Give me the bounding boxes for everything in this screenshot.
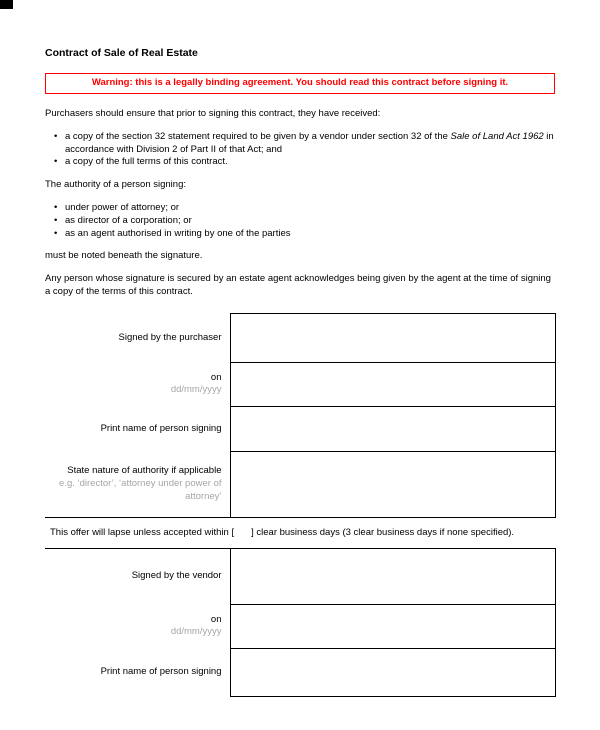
list-item	[45, 131, 555, 157]
list-item	[45, 202, 555, 215]
received-item-text-post: in accordance with Division 2 of Part II of that Act; and	[65, 130, 554, 155]
list-item	[45, 228, 555, 241]
table-row	[45, 406, 555, 451]
purchaser-signature-box[interactable]	[230, 313, 555, 362]
lapse-text-pre: This offer will lapse unless accepted within [	[50, 526, 235, 538]
received-item-text-pre: a copy of the section 32 statement required to be given by a vendor under section 32 of the	[65, 130, 451, 142]
authority-nature-label-cell	[45, 451, 230, 517]
agent-acknowledgement: Any person whose signature is secured by an estate agent acknowledges being given by the agent at the time of signing a copy of the terms of this contract.	[45, 273, 551, 298]
received-item-section32	[65, 131, 555, 157]
table-row	[45, 362, 555, 406]
purchaser-print-name-box[interactable]	[230, 406, 555, 451]
authority-nature-hint: e.g. ‘director’, ‘attorney under power of attorney’	[59, 477, 222, 502]
received-list	[45, 131, 555, 169]
act-name-italic: Sale of Land Act 1962	[450, 130, 544, 142]
warning-banner	[45, 73, 555, 94]
table-row	[45, 313, 555, 362]
list-item	[45, 156, 555, 169]
purchaser-date-label-cell	[45, 362, 230, 406]
bullet-icon: •	[54, 156, 58, 168]
purchaser-date-placeholder: dd/mm/yyyy	[170, 384, 222, 396]
page-title: Contract of Sale of Real Estate	[45, 47, 198, 59]
purchaser-date-box[interactable]	[230, 362, 555, 406]
list-item	[45, 215, 555, 228]
purchaser-print-name-label: Print name of person signing	[100, 422, 222, 434]
purchaser-on-label: on	[210, 371, 222, 383]
received-item-full-terms: a copy of the full terms of this contract.	[65, 156, 228, 168]
table-row	[45, 604, 555, 648]
bullet-icon: •	[54, 202, 58, 214]
authority-nature-label: State nature of authority if applicable	[67, 464, 222, 476]
table-row	[45, 648, 555, 696]
vendor-print-name-box[interactable]	[230, 648, 555, 696]
corner-mark	[0, 0, 13, 9]
table-row	[45, 451, 555, 517]
purchaser-signed-label: Signed by the purchaser	[118, 331, 222, 343]
bullet-icon: •	[54, 227, 58, 239]
vendor-signed-label: Signed by the vendor	[131, 570, 222, 582]
signature-note: must be noted beneath the signature.	[45, 250, 203, 262]
authority-nature-box[interactable]	[230, 451, 555, 517]
vendor-date-box[interactable]	[230, 604, 555, 648]
lapse-clause	[45, 517, 555, 548]
warning-text: Warning: this is a legally binding agreement. You should read this contract before signing it.	[91, 77, 509, 89]
bullet-icon: •	[54, 214, 58, 226]
bullet-icon: •	[54, 130, 58, 142]
authority-item-attorney: under power of attorney; or	[65, 202, 180, 214]
table-row	[45, 548, 555, 604]
vendor-signature-box[interactable]	[230, 548, 555, 604]
authority-paragraph: The authority of a person signing:	[45, 179, 187, 191]
intro-paragraph: Purchasers should ensure that prior to signing this contract, they have received:	[45, 107, 381, 119]
authority-list	[45, 202, 555, 240]
lapse-text-post: ] clear business days (3 clear business days if none specified).	[251, 526, 515, 538]
vendor-on-label: on	[210, 613, 222, 625]
vendor-print-name-label: Print name of person signing	[100, 666, 222, 678]
authority-item-director: as director of a corporation; or	[65, 214, 192, 226]
table-row	[45, 517, 555, 548]
vendor-date-label-cell	[45, 604, 230, 648]
signature-form	[45, 313, 556, 697]
authority-item-agent: as an agent authorised in writing by one of the parties	[65, 227, 291, 239]
vendor-date-placeholder: dd/mm/yyyy	[170, 626, 222, 638]
